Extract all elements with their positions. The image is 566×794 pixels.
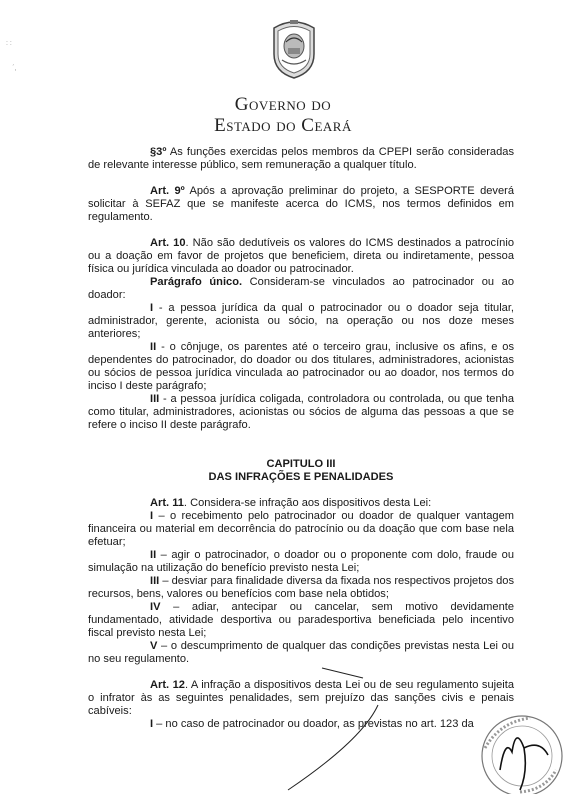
item-i: I - a pessoa jurídica da qual o patrocinador ou o doador seja titular, administrador, gerente, acionista ou sócio, na operação ou nos doze meses anteriores; xyxy=(88,302,514,340)
chapter-title: CAPITULO III xyxy=(266,458,336,470)
header-government: Governo do xyxy=(234,94,332,115)
scan-mark: ˊ, xyxy=(12,65,17,72)
item-ii: II - o cônjuge, os parentes até o terceiro grau, inclusive os afins, e os dependentes do patrocinador, do doador ou dos titulares, administradores, acionistas ou sócios de pessoa jurídica vinculada ao patrocinador ou ao doador, nos termos do inciso I deste parágrafo; xyxy=(88,341,514,392)
article-11-item-iv: IV – adiar, antecipar ou cancelar, sem motivo devidamente fundamentado, atividade desportiva ou paradesportiva beneficiada pelo incentivo fiscal previsto nesta Lei; xyxy=(88,601,514,639)
article-9: Art. 9º Após a aprovação preliminar do projeto, a SESPORTE deverá solicitar à SEFAZ que se manifeste acerca do ICMS, nos termos definidos em regulamento. xyxy=(88,185,514,223)
state-coat-of-arms-icon xyxy=(268,14,320,80)
article-11-item-v: V – o descumprimento de qualquer das condições previstas nesta Lei ou no seu regulamento. xyxy=(88,640,514,665)
scan-mark: : : xyxy=(6,40,12,47)
article-10: Art. 10. Não são dedutíveis os valores do ICMS destinados a patrocínio ou a doação em favor de projetos que beneficiem, direta ou indiretamente, pessoa física ou jurídica vinculada ao doador ou patrocinador. xyxy=(88,237,514,275)
chapter-subtitle: DAS INFRAÇÕES E PENALIDADES xyxy=(208,471,394,483)
item-iii: III - a pessoa jurídica coligada, controladora ou controlada, ou que tenha como titular, administradores, acionistas ou sócios de alguma das pessoas a que se refere o inciso II deste parágrafo. xyxy=(88,393,514,431)
article-12: Art. 12. A infração a dispositivos desta Lei ou de seu regulamento sujeita o infrator às as seguintes penalidades, sem prejuízo das sanções civis e penais cabíveis: xyxy=(88,679,514,717)
article-11-item-i: I – o recebimento pelo patrocinador ou doador de qualquer vantagem financeira ou material em decorrência do patrocínio ou da doação que com base nela efetuar; xyxy=(88,510,514,548)
article-11-item-iii: III – desviar para finalidade diversa da fixada nos respectivos projetos dos recursos, bens, valores ou benefícios com base nela obtidos; xyxy=(88,575,514,600)
paragraph-3: §3º As funções exercidas pelos membros da CPEPI serão consideradas de relevante interesse público, sem remuneração a qualquer título. xyxy=(88,146,514,171)
document-body xyxy=(88,146,514,731)
article-11: Art. 11. Considera-se infração aos dispositivos desta Lei: xyxy=(150,497,432,509)
sole-paragraph: Parágrafo único. Consideram-se vinculados ao patrocinador ou ao doador: xyxy=(88,276,514,301)
signature-icon xyxy=(500,738,548,790)
article-12-item-i: I – no caso de patrocinador ou doador, as previstas no art. 123 da xyxy=(150,718,474,730)
header-state: Estado do Ceará xyxy=(214,115,352,136)
article-11-item-ii: II – agir o patrocinador, o doador ou o proponente com dolo, fraude ou simulação na utilização do benefício previsto nesta Lei; xyxy=(88,549,514,574)
